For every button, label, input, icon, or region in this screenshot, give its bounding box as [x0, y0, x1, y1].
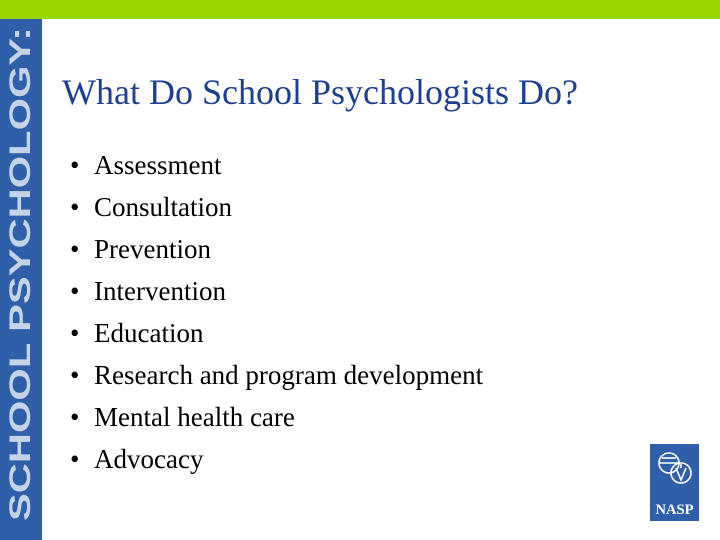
- bullet-icon: •: [70, 360, 80, 390]
- bullet-icon: •: [70, 444, 80, 474]
- side-band-graphic: [0, 19, 42, 540]
- bullet-icon: •: [70, 150, 80, 180]
- nasp-logo-icon: [650, 444, 699, 521]
- bullet-icon: •: [70, 318, 80, 348]
- bullet-text: Assessment: [94, 150, 222, 180]
- bullet-text: Education: [94, 318, 204, 348]
- nasp-logo-graphic: [650, 444, 699, 521]
- side-band: [0, 19, 42, 540]
- bullet-text: Mental health care: [94, 402, 295, 432]
- bullet-text: Research and program development: [94, 360, 484, 390]
- bullet-text: Prevention: [94, 234, 211, 264]
- logo-text: NASP: [655, 502, 694, 518]
- bullet-icon: •: [70, 402, 80, 432]
- bullet-icon: •: [70, 276, 80, 306]
- bullet-text: Intervention: [94, 276, 226, 306]
- bullet-icon: •: [70, 234, 80, 264]
- bullet-text: Consultation: [94, 192, 233, 222]
- bullet-icon: •: [70, 192, 80, 222]
- top-accent-bar: [0, 0, 720, 19]
- slide-title: What Do School Psychologists Do?: [62, 72, 578, 112]
- bullet-text: Advocacy: [94, 444, 204, 474]
- side-band-text: SCHOOL PSYCHOLOGY:: [4, 165, 37, 521]
